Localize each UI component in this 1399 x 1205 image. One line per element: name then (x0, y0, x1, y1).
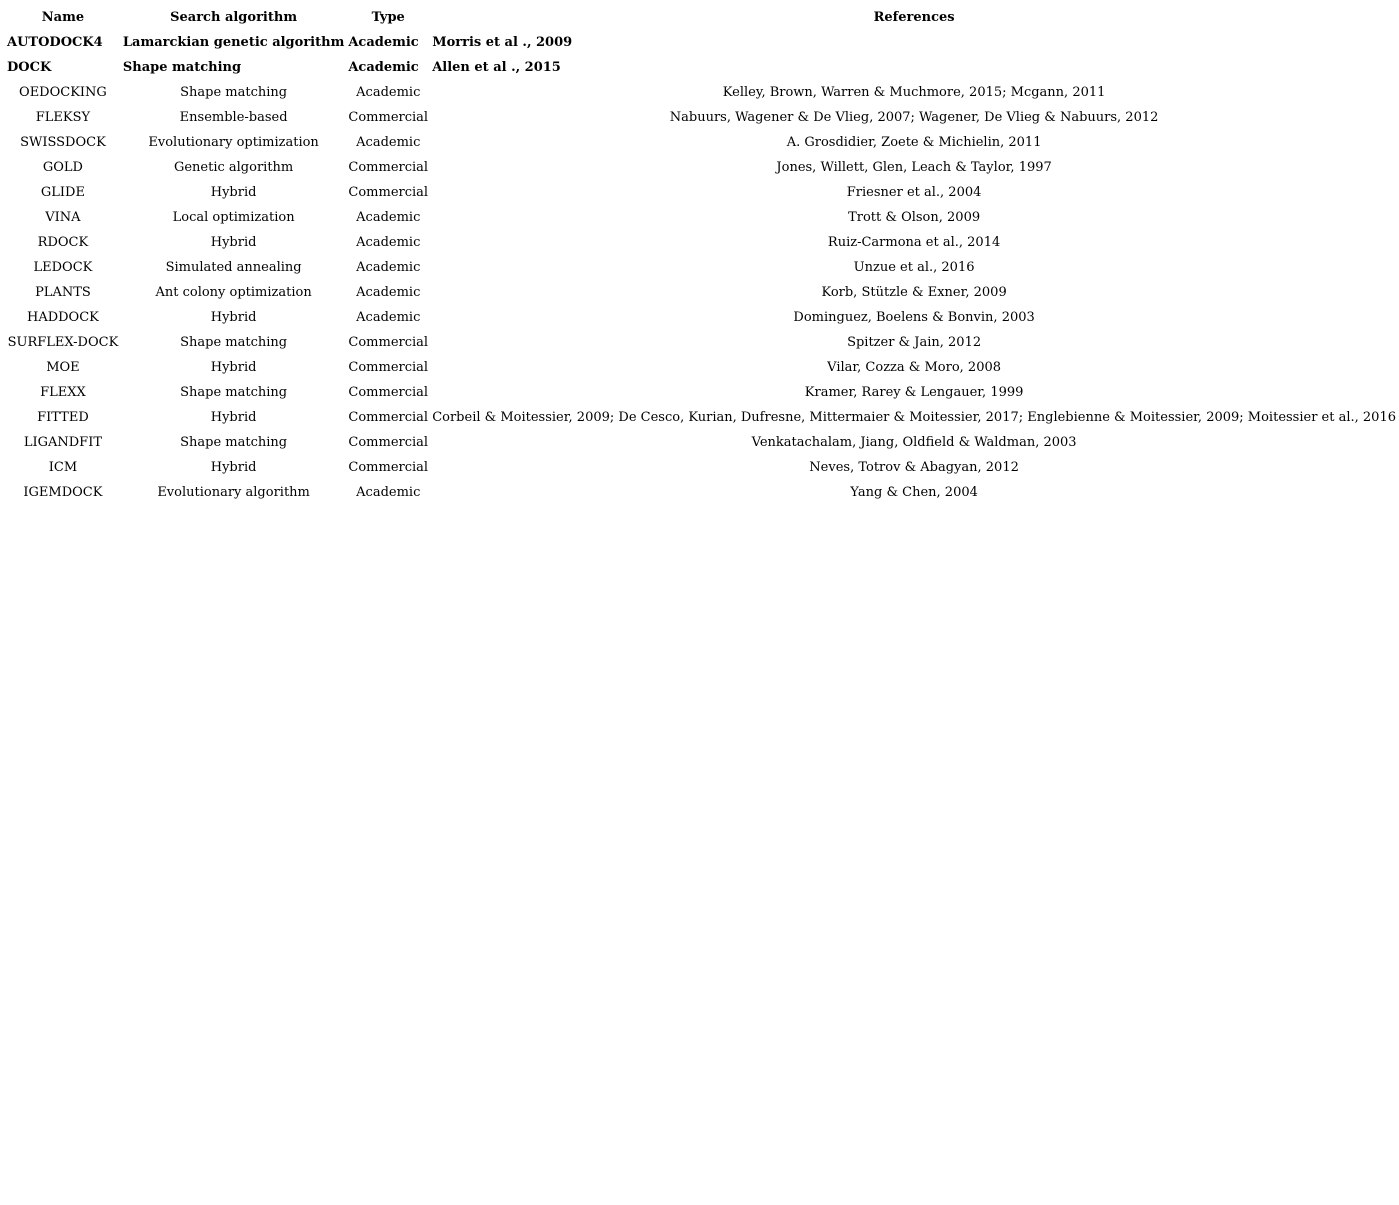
cell-references: Dominguez, Boelens & Bonvin, 2003 (793, 310, 1035, 325)
table-row (6, 256, 1397, 279)
cell-references: Allen et al ., 2015 (432, 60, 561, 75)
cell-name: GOLD (42, 160, 83, 175)
cell-type: Academic (348, 60, 419, 75)
table-row (6, 331, 1397, 354)
cell-references: Morris et al ., 2009 (432, 35, 573, 50)
cell-name: FITTED (37, 410, 89, 425)
header-name: Name (41, 10, 85, 25)
table-body (6, 31, 1397, 504)
table-row (6, 356, 1397, 379)
cell-type: Commercial (348, 410, 429, 425)
cell-type: Academic (356, 210, 421, 225)
cell-type: Academic (356, 485, 421, 500)
cell-type: Academic (356, 310, 421, 325)
cell-name: FLEXX (40, 385, 86, 400)
cell-search-algorithm: Shape matching (122, 60, 242, 75)
table-row (6, 31, 1397, 54)
cell-references: Spitzer & Jain, 2012 (847, 335, 982, 350)
cell-search-algorithm: Local optimization (172, 210, 295, 225)
cell-type: Commercial (348, 110, 429, 125)
cell-name: ICM (48, 460, 78, 475)
cell-type: Commercial (348, 460, 429, 475)
cell-search-algorithm: Evolutionary optimization (148, 135, 319, 150)
cell-references: Nabuurs, Wagener & De Vlieg, 2007; Wagener, De Vlieg & Nabuurs, 2012 (669, 110, 1159, 125)
cell-name: OEDOCKING (19, 85, 107, 100)
table-row (6, 406, 1397, 429)
cell-references: Venkatachalam, Jiang, Oldfield & Waldman, 2003 (751, 435, 1077, 450)
cell-type: Commercial (348, 435, 429, 450)
cell-type: Commercial (348, 385, 429, 400)
cell-search-algorithm: Shape matching (180, 435, 288, 450)
table-row (6, 156, 1397, 179)
cell-type: Academic (356, 285, 421, 300)
cell-type: Commercial (348, 335, 429, 350)
table-row (6, 231, 1397, 254)
header-row (6, 6, 1397, 29)
cell-references: Trott & Olson, 2009 (848, 210, 981, 225)
header-search-algorithm: Search algorithm (170, 10, 298, 25)
cell-name: RDOCK (37, 235, 89, 250)
cell-references: Kramer, Rarey & Lengauer, 1999 (804, 385, 1024, 400)
table-row (6, 106, 1397, 129)
cell-type: Academic (356, 135, 421, 150)
cell-search-algorithm: Evolutionary algorithm (157, 485, 310, 500)
header-references: References (873, 10, 955, 25)
cell-name: LIGANDFIT (23, 435, 103, 450)
cell-search-algorithm: Shape matching (180, 335, 288, 350)
cell-name: HADDOCK (26, 310, 99, 325)
cell-search-algorithm: Hybrid (210, 235, 257, 250)
cell-name: FLEKSY (35, 110, 91, 125)
header-type: Type (371, 10, 405, 25)
cell-search-algorithm: Hybrid (210, 410, 257, 425)
cell-references: Corbeil & Moitessier, 2009; De Cesco, Kurian, Dufresne, Mittermaier & Moitessier, 2017; Englebienne & Moitessier, 2009; Moitessier et al., 2016 (432, 410, 1396, 425)
cell-name: VINA (45, 210, 81, 225)
cell-type: Commercial (348, 360, 429, 375)
cell-search-algorithm: Simulated annealing (165, 260, 302, 275)
cell-references: Vilar, Cozza & Moro, 2008 (827, 360, 1002, 375)
cell-name: LEDOCK (33, 260, 93, 275)
cell-search-algorithm: Shape matching (180, 85, 288, 100)
docking-software-table (4, 4, 1399, 506)
cell-name: PLANTS (35, 285, 91, 300)
cell-references: A. Grosdidier, Zoete & Michielin, 2011 (786, 135, 1042, 150)
cell-search-algorithm: Ensemble-based (179, 110, 288, 125)
cell-search-algorithm: Lamarckian genetic algorithm (122, 35, 345, 50)
cell-references: Neves, Totrov & Abagyan, 2012 (809, 460, 1019, 475)
cell-references: Jones, Willett, Glen, Leach & Taylor, 1997 (776, 160, 1052, 175)
table-row (6, 281, 1397, 304)
cell-type: Commercial (348, 185, 429, 200)
cell-search-algorithm: Hybrid (210, 185, 257, 200)
cell-references: Friesner et al., 2004 (846, 185, 982, 200)
cell-name: IGEMDOCK (23, 485, 103, 500)
cell-references: Kelley, Brown, Warren & Muchmore, 2015; Mcgann, 2011 (722, 85, 1106, 100)
table-row (6, 181, 1397, 204)
cell-name: SURFLEX-DOCK (7, 335, 119, 350)
cell-type: Commercial (348, 160, 429, 175)
cell-search-algorithm: Hybrid (210, 360, 257, 375)
cell-name: DOCK (7, 60, 52, 75)
table-row (6, 131, 1397, 154)
table-row (6, 81, 1397, 104)
cell-type: Academic (356, 260, 421, 275)
cell-search-algorithm: Shape matching (180, 385, 288, 400)
cell-name: SWISSDOCK (20, 135, 106, 150)
cell-type: Academic (356, 235, 421, 250)
cell-search-algorithm: Genetic algorithm (173, 160, 294, 175)
table-row (6, 456, 1397, 479)
cell-name: MOE (46, 360, 80, 375)
cell-type: Academic (348, 35, 419, 50)
cell-name: GLIDE (40, 185, 85, 200)
table-row (6, 381, 1397, 404)
table-row (6, 206, 1397, 229)
table-row (6, 431, 1397, 454)
table-row (6, 481, 1397, 504)
cell-references: Korb, Stützle & Exner, 2009 (821, 285, 1007, 300)
cell-references: Ruiz-Carmona et al., 2014 (827, 235, 1001, 250)
cell-references: Yang & Chen, 2004 (850, 485, 978, 500)
table-row (6, 306, 1397, 329)
cell-type: Academic (356, 85, 421, 100)
table-row (6, 56, 1397, 79)
cell-search-algorithm: Hybrid (210, 460, 257, 475)
cell-search-algorithm: Hybrid (210, 310, 257, 325)
cell-references: Unzue et al., 2016 (853, 260, 975, 275)
cell-name: AUTODOCK4 (7, 35, 103, 50)
cell-search-algorithm: Ant colony optimization (155, 285, 312, 300)
